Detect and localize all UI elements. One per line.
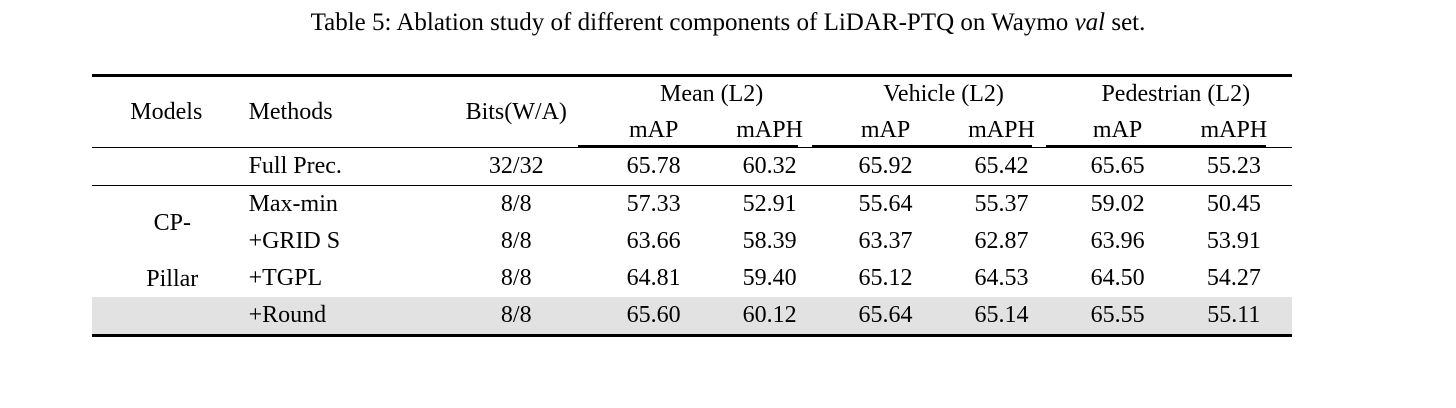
- header-group-mean: Mean (L2): [660, 80, 764, 107]
- header-pedestrian-map: mAP: [1092, 116, 1143, 143]
- row-pedestrian-maph: 55.23: [1206, 153, 1261, 179]
- row-vehicle-maph: 62.87: [974, 228, 1029, 254]
- row-method: Max-min: [248, 191, 338, 217]
- header-bits: Bits(W/A): [465, 98, 567, 125]
- row-vehicle-map: 65.92: [858, 153, 913, 179]
- row-pedestrian-map: 59.02: [1090, 191, 1145, 217]
- row-model-label: [92, 186, 241, 260]
- header-group-pedestrian: Pedestrian (L2): [1101, 80, 1251, 107]
- row-vehicle-map: 63.37: [858, 228, 913, 254]
- caption-italic-term: val: [1074, 9, 1106, 36]
- row-vehicle-maph: 65.42: [974, 153, 1029, 179]
- row-pedestrian-map: 63.96: [1090, 228, 1145, 254]
- row-method: +TGPL: [248, 265, 323, 291]
- row-mean-maph: 60.32: [742, 153, 797, 179]
- header-vehicle-maph: mAPH: [968, 116, 1035, 143]
- table-caption: [0, 6, 1456, 40]
- header-mean-map: mAP: [628, 116, 679, 143]
- table-row: [92, 260, 1292, 297]
- row-method: Full Prec.: [248, 153, 342, 179]
- row-mean-maph: 59.40: [742, 265, 797, 291]
- table-row-highlighted: [92, 297, 1292, 336]
- caption-suffix: set.: [1105, 9, 1146, 36]
- row-mean-map: 63.66: [626, 228, 681, 254]
- row-mean-maph: 52.91: [742, 191, 797, 217]
- row-pedestrian-maph: 50.45: [1206, 191, 1261, 217]
- row-pedestrian-map: 64.50: [1090, 265, 1145, 291]
- ablation-table: [92, 74, 1292, 337]
- row-model-blank: [92, 297, 241, 336]
- row-vehicle-maph: 55.37: [974, 191, 1029, 217]
- row-mean-map: 64.81: [626, 265, 681, 291]
- header-vehicle-map: mAP: [860, 116, 911, 143]
- row-pedestrian-maph: 53.91: [1206, 228, 1261, 254]
- row-vehicle-map: 65.64: [828, 297, 944, 336]
- row-mean-map: 65.78: [626, 153, 681, 179]
- row-model-label: [92, 260, 241, 297]
- row-bits: 8/8: [500, 228, 532, 254]
- row-vehicle-map: 55.64: [858, 191, 913, 217]
- row-bits: 8/8: [437, 297, 596, 336]
- row-pedestrian-maph: 55.11: [1176, 297, 1292, 336]
- header-pedestrian-maph: mAPH: [1200, 116, 1268, 143]
- row-pedestrian-maph: 54.27: [1206, 265, 1261, 291]
- table-row: [92, 223, 1292, 260]
- row-pedestrian-map: 65.55: [1060, 297, 1176, 336]
- row-mean-maph: 58.39: [742, 228, 797, 254]
- row-vehicle-maph: 65.14: [943, 297, 1059, 336]
- row-bits: 32/32: [488, 153, 544, 179]
- table-row: [92, 148, 1292, 186]
- group-rule-vehicle: [812, 145, 1032, 147]
- header-group-vehicle: Vehicle (L2): [883, 80, 1004, 107]
- row-method: +GRID S: [248, 228, 341, 254]
- table-row: [92, 186, 1292, 223]
- row-bits: 8/8: [500, 265, 532, 291]
- row-pedestrian-map: 65.65: [1090, 153, 1145, 179]
- group-rule-mean: [578, 145, 798, 147]
- row-mean-map: 57.33: [626, 191, 681, 217]
- row-model-blank: [92, 148, 241, 186]
- table-rule-bottom: [92, 336, 1292, 338]
- group-rule-pedestrian: [1046, 145, 1266, 147]
- row-mean-maph: 60.12: [712, 297, 828, 336]
- table-header-group-row: [92, 77, 1292, 113]
- header-models: Models: [130, 98, 203, 125]
- row-vehicle-map: 65.12: [858, 265, 913, 291]
- header-mean-maph: mAPH: [736, 116, 803, 143]
- row-bits: 8/8: [500, 191, 532, 217]
- row-mean-map: 65.60: [596, 297, 712, 336]
- model-label-line2: Pillar: [146, 265, 199, 292]
- row-method: +Round: [241, 297, 437, 336]
- caption-prefix: Table 5: Ablation study of different components of LiDAR-PTQ on Waymo: [310, 9, 1075, 36]
- row-vehicle-maph: 64.53: [974, 265, 1029, 291]
- header-methods: Methods: [248, 98, 333, 125]
- model-label-line1: CP-: [153, 210, 191, 236]
